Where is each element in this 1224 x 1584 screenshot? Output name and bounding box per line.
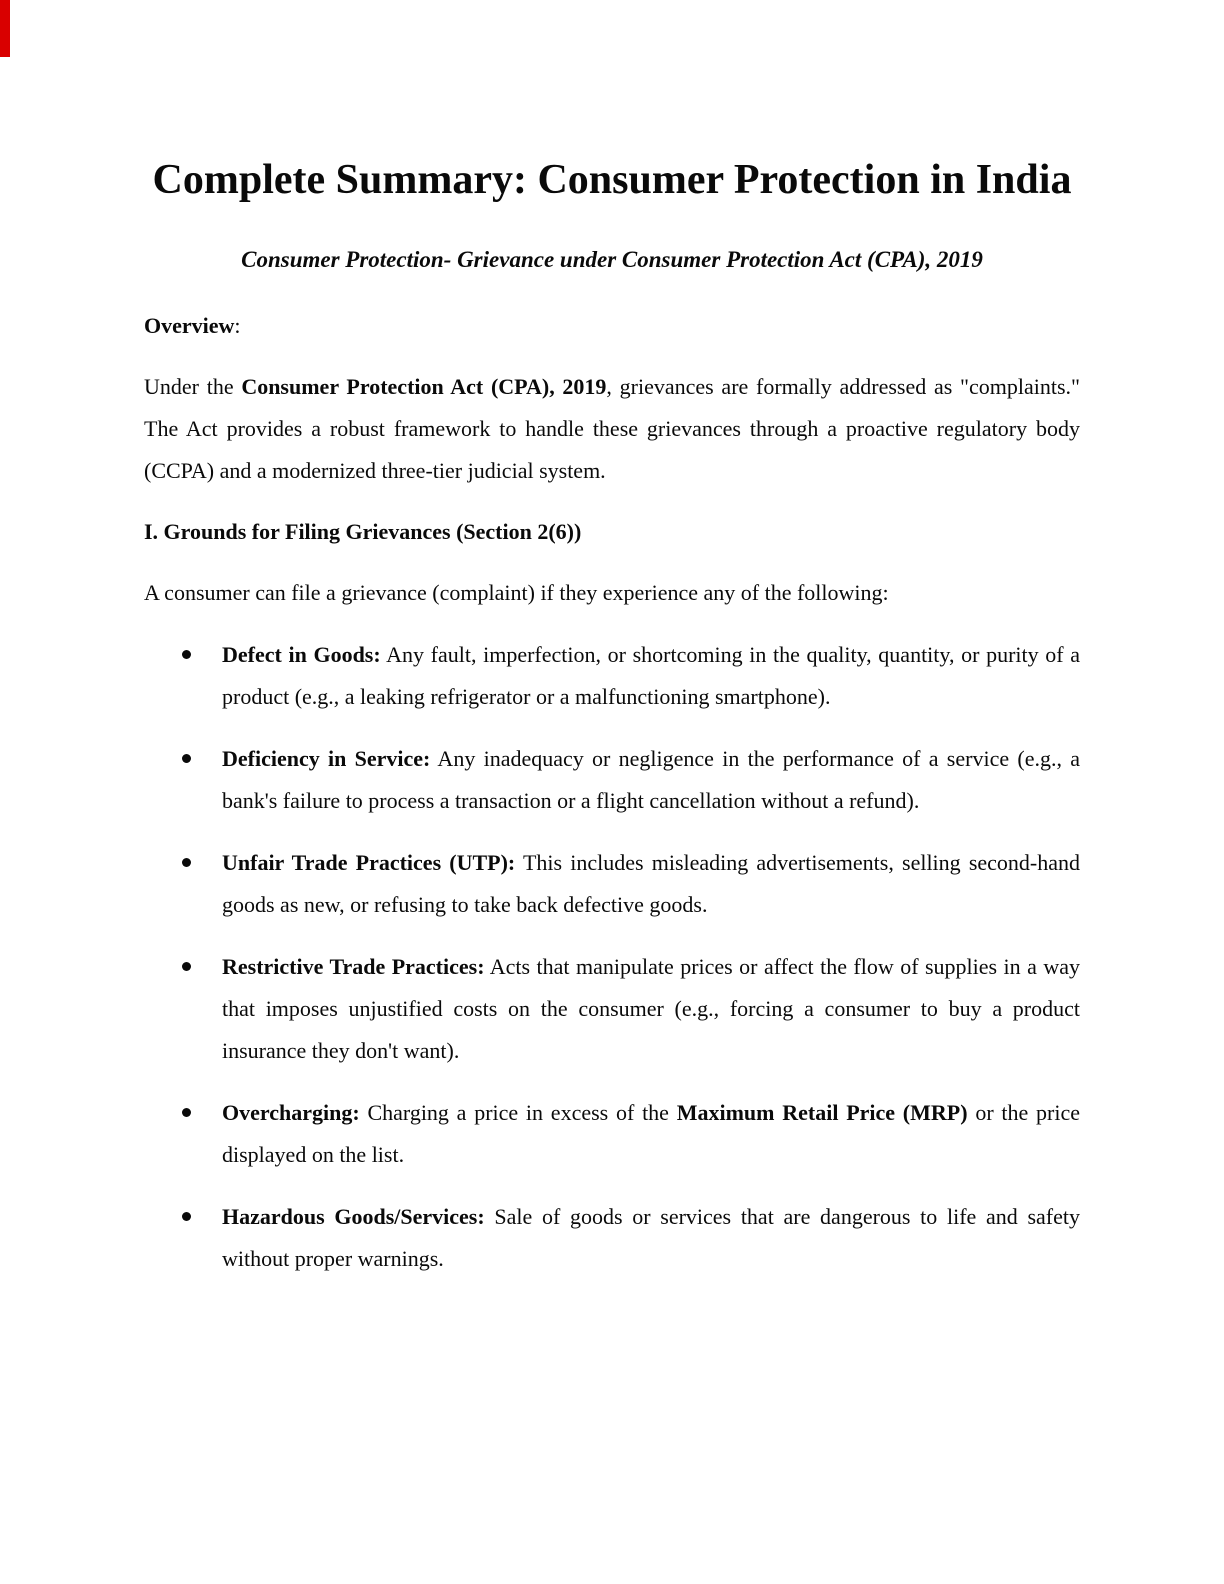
list-item-restrictive-trade-practices: Restrictive Trade Practices: Acts that manipulate prices or affect the flow of supplies in a way that imposes unjustified costs on the consumer (e.g., forcing a consumer to buy a product insurance they don't want).: [144, 946, 1080, 1072]
overview-heading-text: Overview: [144, 313, 235, 338]
overview-heading: [144, 305, 1080, 347]
section1-intro: A consumer can file a grievance (complaint) if they experience any of the following:: [144, 580, 889, 605]
grievance-grounds-list: [144, 634, 1080, 1280]
list-item-unfair-trade-practices: Unfair Trade Practices (UTP): This includes misleading advertisements, selling second-hand goods as new, or refusing to take back defective goods.: [144, 842, 1080, 926]
red-corner-mark: [0, 0, 10, 57]
list-item-defect-in-goods: Defect in Goods: Any fault, imperfection, or shortcoming in the quality, quantity, or purity of a product (e.g., a leaking refrigerator or a malfunctioning smartphone).: [144, 634, 1080, 718]
list-item-overcharging: Overcharging: Charging a price in excess of the Maximum Retail Price (MRP) or the price displayed on the list.: [144, 1092, 1080, 1176]
document-subtitle: Consumer Protection- Grievance under Consumer Protection Act (CPA), 2019: [241, 246, 983, 272]
section1-heading: I. Grounds for Filing Grievances (Section 2(6)): [144, 519, 582, 544]
list-item-hazardous-goods-services: Hazardous Goods/Services: Sale of goods or services that are dangerous to life and safety without proper warnings.: [144, 1196, 1080, 1280]
overview-heading-colon: :: [234, 313, 241, 338]
list-item-deficiency-in-service: Deficiency in Service: Any inadequacy or negligence in the performance of a service (e.g., a bank's failure to process a transaction or a flight cancellation without a refund).: [144, 738, 1080, 822]
overview-paragraph: Under the Consumer Protection Act (CPA), 2019, grievances are formally addressed as "complaints." The Act provides a robust framework to handle these grievances through a proactive regulatory body (CCPA) and a modernized three-tier judicial system.: [144, 374, 1080, 483]
document-content: [0, 154, 1224, 1280]
document-title: Complete Summary: Consumer Protection in India: [152, 157, 1072, 203]
